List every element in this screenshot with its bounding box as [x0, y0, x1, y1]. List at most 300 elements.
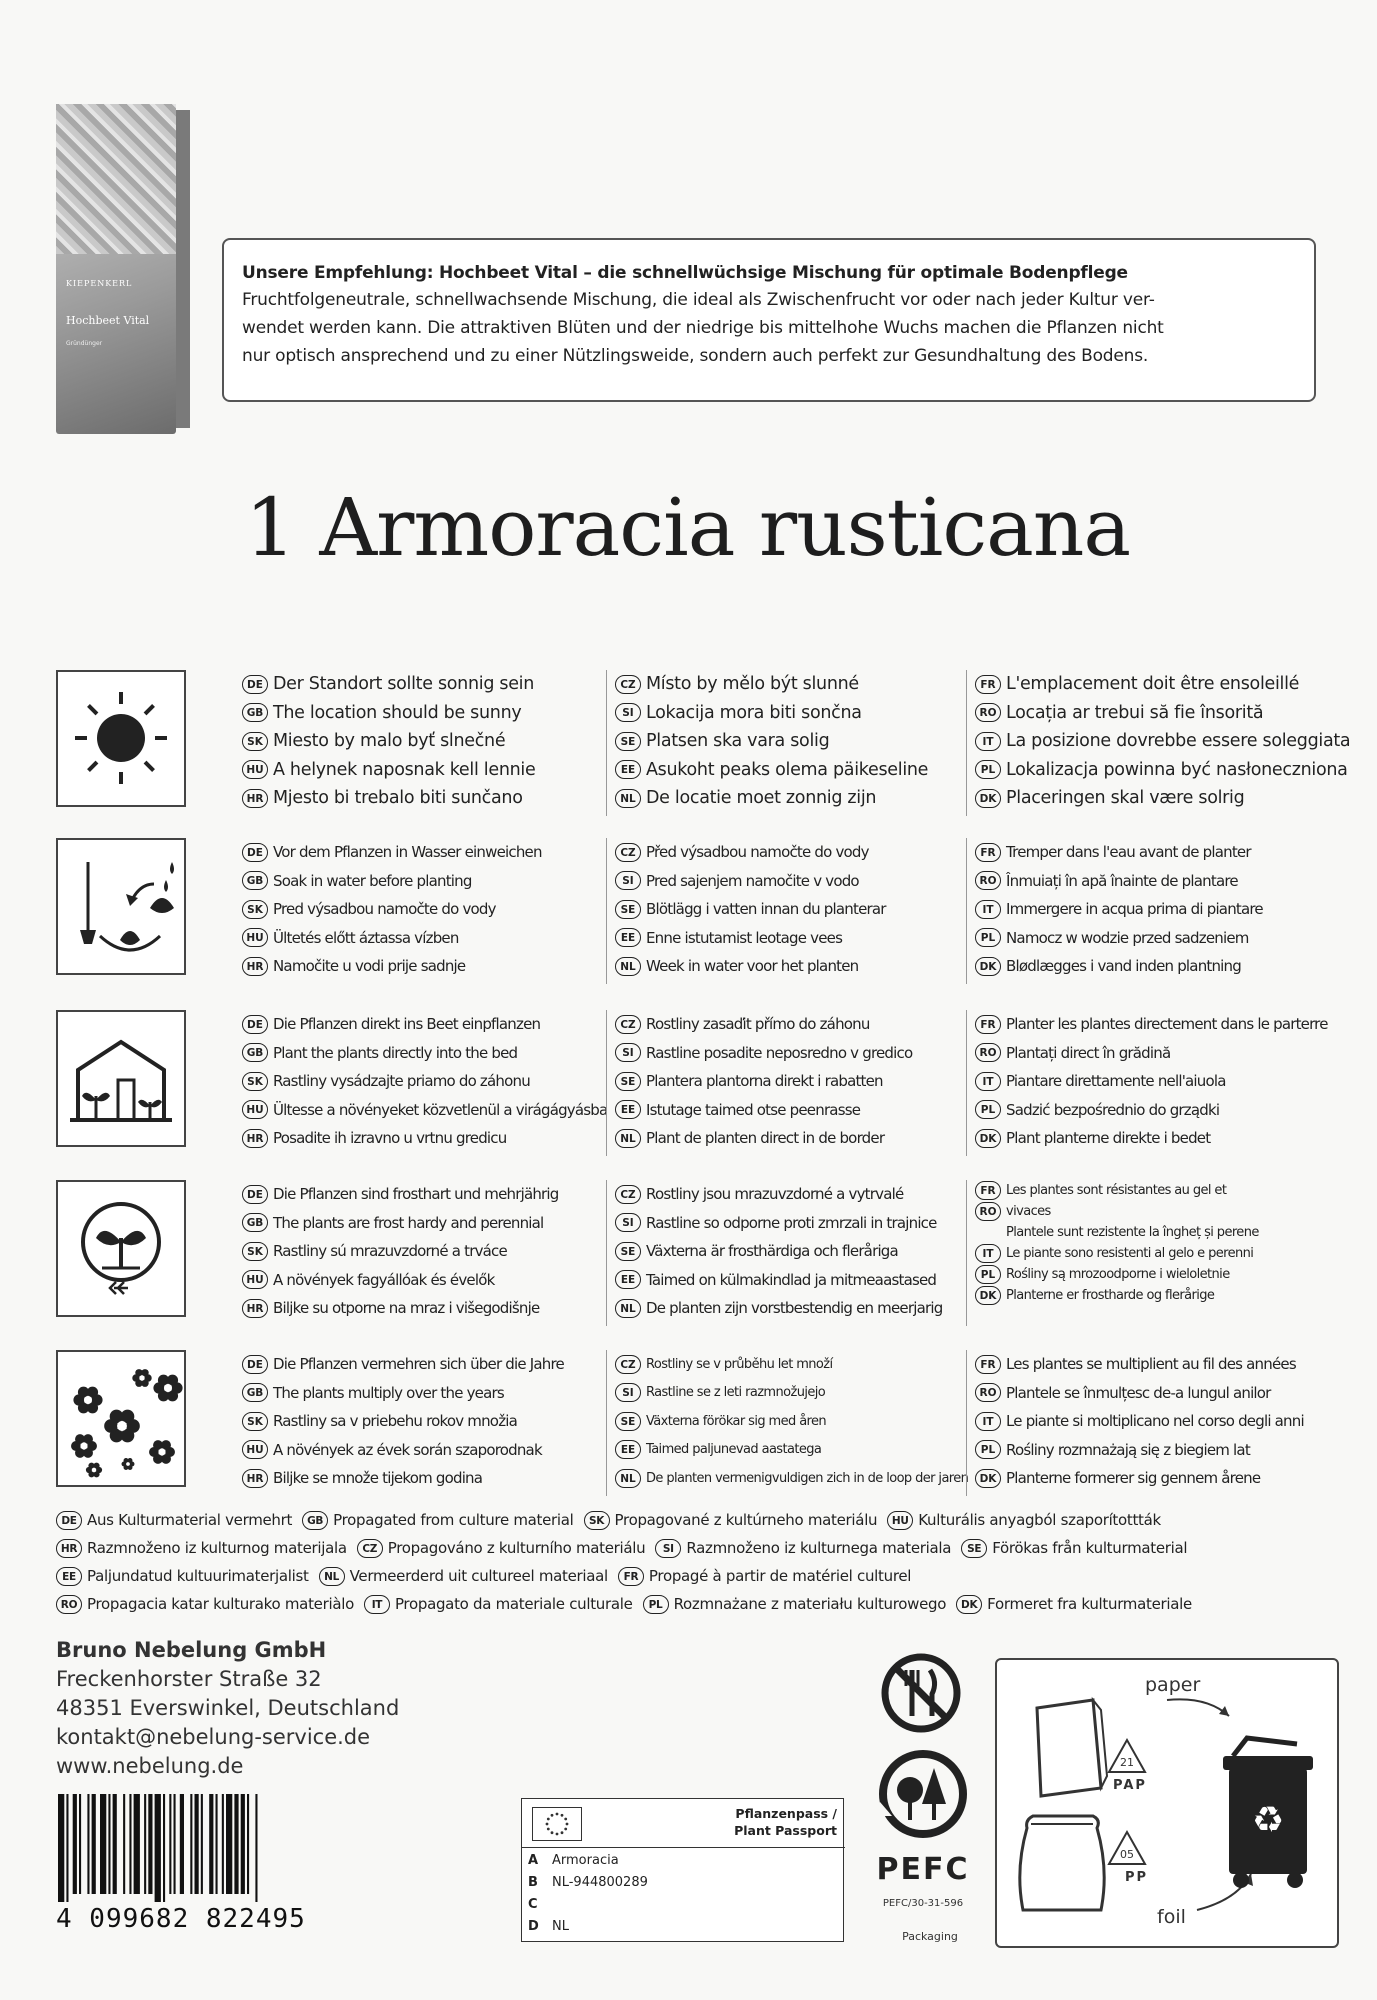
barcode-bar — [113, 1794, 117, 1894]
recycling-info — [995, 1658, 1339, 1948]
language-code-badge: SK — [242, 1072, 268, 1091]
packaging-label: Packaging — [902, 1930, 958, 1943]
pp-label: PP — [1125, 1870, 1149, 1885]
language-code-badge: RO — [975, 1043, 1001, 1062]
instruction-text: Växterna är frosthärdiga och fleråriga — [646, 1242, 898, 1261]
barcode-bar — [216, 1794, 218, 1894]
propagation-text: Propagované z kultúrneho materiálu — [614, 1511, 878, 1529]
barcode-digits: 4 099682 822495 — [56, 1904, 306, 1934]
recommendation-body — [242, 286, 1292, 370]
instruction-text: Biljke su otporne na mraz i višegodišnje — [273, 1299, 540, 1318]
instruction-text: Lokacija mora biti sončna — [646, 702, 862, 723]
language-code-badge: DK — [956, 1595, 982, 1614]
language-code-badge: SI — [655, 1539, 681, 1558]
language-code-badge: PL — [975, 1100, 1001, 1119]
instruction-text: Plant de planten direct in de border — [646, 1129, 885, 1148]
language-code-badge: SK — [242, 732, 268, 751]
propagation-item — [56, 1595, 354, 1614]
svg-text:21: 21 — [1120, 1756, 1134, 1769]
website-link[interactable]: www.nebelung.de — [56, 1754, 244, 1778]
language-code-badge: RO — [975, 871, 1001, 890]
instruction-text: Miesto by malo byť slnečné — [273, 731, 506, 752]
language-code-badge: PL — [643, 1595, 669, 1614]
propagation-text: Vermeerderd uit cultureel materiaal — [349, 1567, 608, 1585]
svg-text:05: 05 — [1120, 1848, 1134, 1861]
language-code-badge: SE — [615, 1072, 641, 1091]
instruction-text: Les plantes sont résistantes au gel et — [1006, 1183, 1227, 1198]
language-code-badge: DE — [56, 1511, 82, 1530]
instruction-text: Posadite ih izravno u vrtnu gredicu — [273, 1129, 507, 1148]
instruction-line — [242, 1237, 652, 1266]
language-code-badge: DK — [975, 789, 1001, 808]
language-code-badge: RO — [56, 1595, 82, 1614]
instruction-text: A növények fagyállóak és évelők — [273, 1270, 495, 1289]
language-code-badge: SK — [242, 900, 268, 919]
instruction-line — [242, 1039, 652, 1068]
language-code-badge: GB — [242, 703, 268, 722]
language-column — [242, 838, 652, 981]
instruction-text: Pred výsadbou namočte do vody — [273, 900, 496, 919]
instruction-line — [975, 1407, 1377, 1436]
instruction-text: Înmuiați în apă înainte de plantare — [1006, 871, 1238, 890]
instruction-text: Místo by mělo být slunné — [646, 674, 859, 695]
instruction-text: L'emplacement doit être ensoleillé — [1006, 674, 1300, 695]
instruction-line — [975, 699, 1377, 728]
instruction-text: Platsen ska vara solig — [646, 731, 830, 752]
propagation-item — [302, 1511, 573, 1530]
language-column — [966, 838, 1377, 984]
language-code-badge: SI — [615, 1213, 641, 1232]
propagation-item — [319, 1567, 608, 1586]
propagation-item — [56, 1567, 309, 1586]
language-code-badge: NL — [615, 1299, 641, 1318]
instruction-line — [975, 1379, 1377, 1408]
barcode-bar — [222, 1794, 224, 1894]
eu-flag-icon — [532, 1807, 582, 1841]
pefc-label: PEFC — [876, 1852, 970, 1887]
language-code-badge: NL — [615, 1469, 641, 1488]
instruction-text: Rastline so odporne proti zmrzali in trajnice — [646, 1213, 937, 1232]
instruction-text: Immergere in acqua prima di piantare — [1006, 900, 1263, 919]
instruction-text: Planter les plantes directement dans le parterre — [1006, 1015, 1328, 1034]
pack-sub: Gründünger — [66, 340, 103, 347]
propagation-item — [618, 1567, 911, 1586]
instruction-line — [975, 895, 1377, 924]
instruction-text: Taimed on külmakindlad ja mitmeaastased — [646, 1270, 937, 1289]
barcode-bar — [174, 1794, 176, 1894]
language-code-badge: DE — [242, 675, 268, 694]
instruction-text: Vor dem Pflanzen in Wasser einweichen — [273, 843, 542, 862]
recommendation-box — [222, 238, 1316, 402]
language-code-badge: DK — [975, 1469, 1001, 1488]
language-code-badge: GB — [302, 1511, 328, 1530]
barcode-bar — [134, 1794, 140, 1894]
propagation-item — [357, 1539, 646, 1558]
instruction-text: The location should be sunny — [273, 702, 522, 723]
instruction-line — [975, 1010, 1377, 1039]
instruction-line — [975, 1464, 1377, 1493]
soak-bulb-icon — [56, 838, 186, 975]
barcode-bar — [201, 1794, 203, 1894]
passport-row-b: B NL-944800289 — [528, 1875, 648, 1890]
language-code-badge: FR — [975, 1181, 1001, 1200]
barcode-bar — [148, 1794, 152, 1894]
instruction-text: Die Pflanzen direkt ins Beet einpflanzen — [273, 1015, 541, 1034]
barcode-bar — [66, 1794, 68, 1902]
passport-title-line: Plant Passport — [734, 1823, 837, 1838]
language-code-badge: NL — [615, 957, 641, 976]
instruction-text: Lokalizacja powinna być nasłoneczniona — [1006, 759, 1348, 780]
instruction-line — [975, 756, 1377, 785]
barcode-bar — [144, 1794, 146, 1894]
instruction-line — [242, 1350, 652, 1379]
language-code-badge: HR — [242, 1129, 268, 1148]
language-code-badge: HR — [242, 1469, 268, 1488]
instruction-line — [242, 1464, 652, 1493]
instruction-line — [242, 1266, 652, 1295]
language-code-badge: EE — [615, 1270, 641, 1289]
language-code-badge: SI — [615, 703, 641, 722]
barcode-bar — [241, 1794, 245, 1894]
instruction-text: A helynek naposnak kell lennie — [273, 759, 536, 780]
propagation-item — [56, 1539, 347, 1558]
language-code-badge: HU — [887, 1511, 913, 1530]
city: 48351 Everswinkel, Deutschland — [56, 1696, 400, 1720]
barcode-bars — [56, 1794, 342, 1902]
instruction-text: Planterne er frostharde og flerårige — [1006, 1288, 1215, 1303]
barcode-bar — [195, 1794, 199, 1894]
language-column — [966, 1180, 1377, 1326]
instruction-line — [975, 670, 1377, 699]
language-code-badge: FR — [975, 675, 1001, 694]
instruction-text: Le piante si moltiplicano nel corso degli anni — [1006, 1412, 1304, 1431]
language-code-badge: SK — [584, 1511, 610, 1530]
barcode-bar — [92, 1794, 96, 1894]
instruction-row — [56, 1350, 1346, 1500]
instruction-text: vivaces — [1006, 1204, 1051, 1219]
language-code-badge: DE — [242, 1185, 268, 1204]
passport-row-c: C — [528, 1897, 538, 1912]
language-code-badge: FR — [618, 1567, 644, 1586]
pack-name: Hochbeet Vital — [66, 314, 150, 327]
language-code-badge: RO — [975, 703, 1001, 722]
instruction-row — [56, 1010, 1346, 1160]
barcode-bar — [180, 1794, 184, 1894]
language-code-badge: IT — [975, 1412, 1001, 1431]
pefc-code: PEFC/30-31-596 — [882, 1898, 964, 1909]
instruction-line — [975, 784, 1377, 813]
language-column — [966, 1010, 1377, 1156]
propagation-item — [364, 1595, 633, 1614]
instruction-text: Blötlägg i vatten innan du planterar — [646, 900, 886, 919]
passport-title — [734, 1805, 837, 1839]
language-code-badge: GB — [242, 871, 268, 890]
barcode-bar — [123, 1794, 125, 1894]
instruction-text: Sadzić bezpośrednio do grządki — [1006, 1100, 1220, 1119]
instruction-line — [242, 895, 652, 924]
instruction-text: Biljke se množe tijekom godina — [273, 1469, 483, 1488]
language-column — [966, 670, 1377, 816]
language-code-badge: DE — [242, 1355, 268, 1374]
instruction-text: Planterne formerer sig gennem årene — [1006, 1469, 1261, 1488]
plant-passport — [521, 1798, 844, 1942]
language-code-badge: FR — [975, 1355, 1001, 1374]
instruction-text: Rostliny zasaďit přímo do záhonu — [646, 1015, 870, 1034]
instruction-line — [242, 1067, 652, 1096]
instruction-line — [975, 1243, 1377, 1264]
language-code-badge: PL — [975, 928, 1001, 947]
language-code-badge: IT — [975, 732, 1001, 751]
instruction-text: De planten vermenigvuldigen zich in de loop der jaren — [646, 1470, 969, 1486]
propagation-text: Propagacia katar kulturako materiàlo — [87, 1595, 354, 1613]
instruction-line — [242, 1180, 652, 1209]
instruction-line — [242, 1379, 652, 1408]
language-code-badge: IT — [364, 1595, 390, 1614]
instruction-text: Rastline posadite neposredno v gredico — [646, 1043, 913, 1062]
language-code-badge: EE — [56, 1567, 82, 1586]
barcode-bar — [247, 1794, 249, 1894]
instruction-text: Rośliny są mrozoodporne i wieloletnie — [1006, 1267, 1230, 1282]
barcode-bar — [58, 1794, 64, 1902]
instruction-text: Die Pflanzen vermehren sich über die Jahre — [273, 1355, 564, 1374]
barcode-bar — [129, 1794, 131, 1894]
email-link[interactable]: kontakt@nebelung-service.de — [56, 1725, 371, 1749]
instruction-line — [975, 1285, 1377, 1306]
propagation-statement — [56, 1506, 1356, 1618]
instruction-line — [242, 699, 652, 728]
language-code-badge: HR — [242, 957, 268, 976]
instruction-line — [242, 952, 652, 981]
instruction-text: Les plantes se multiplient au fil des années — [1006, 1355, 1296, 1374]
propagation-item — [643, 1595, 947, 1614]
instruction-text: Před výsadbou namočte do vody — [646, 843, 869, 862]
language-code-badge: HU — [242, 1270, 268, 1289]
pefc-logo — [868, 1742, 978, 1902]
instruction-text: Rastliny sú mrazuvzdorné a trváce — [273, 1242, 507, 1261]
language-code-badge: DE — [242, 843, 268, 862]
instruction-text: Der Standort sollte sonnig sein — [273, 674, 535, 695]
language-code-badge: DK — [975, 1129, 1001, 1148]
language-code-badge: EE — [615, 1100, 641, 1119]
language-code-badge: HU — [242, 928, 268, 947]
propagation-item — [56, 1511, 292, 1530]
instruction-line — [242, 670, 652, 699]
language-code-badge: DE — [242, 1015, 268, 1034]
propagation-item — [956, 1595, 1192, 1614]
instruction-text: Asukoht peaks olema päikeseline — [646, 759, 929, 780]
language-code-badge: HU — [242, 1100, 268, 1119]
instruction-line — [242, 1294, 652, 1323]
instruction-text: Plant planterne direkte i bedet — [1006, 1129, 1211, 1148]
language-code-badge: CZ — [615, 675, 641, 694]
language-code-badge: SK — [242, 1242, 268, 1261]
barcode-bar — [226, 1794, 232, 1894]
propagation-text: Razmnoženo iz kulturnega materiala — [686, 1539, 952, 1557]
instruction-text: Plant the plants directly into the bed — [273, 1043, 518, 1062]
company-name: Bruno Nebelung GmbH — [56, 1638, 327, 1662]
instruction-text: De locatie moet zonnig zijn — [646, 788, 877, 809]
instruction-text: Blødlægges i vand inden plantning — [1006, 957, 1241, 976]
frost-hardy-icon — [56, 1180, 186, 1317]
propagation-item — [961, 1539, 1187, 1558]
instruction-text: Enne istutamist leotage vees — [646, 928, 843, 947]
language-code-badge: DK — [975, 1286, 1001, 1305]
propagation-line — [56, 1506, 1356, 1534]
barcode-bar — [87, 1794, 89, 1894]
language-code-badge: CZ — [615, 1355, 641, 1374]
language-column — [242, 1350, 652, 1493]
instruction-line — [242, 838, 652, 867]
instruction-line — [242, 1436, 652, 1465]
language-code-badge: GB — [242, 1383, 268, 1402]
propagation-item — [655, 1539, 951, 1558]
language-code-badge: NL — [319, 1567, 345, 1586]
instruction-text: Växterna förökar sig med åren — [646, 1413, 827, 1429]
instruction-line — [242, 924, 652, 953]
recommendation-line: wendet werden kann. Die attraktiven Blüten und der niedrige bis mittelhohe Wuchs machen die Pflanzen nicht — [242, 318, 1164, 338]
instruction-text: Mjesto bi trebalo biti sunčano — [273, 788, 523, 809]
instruction-text: Rostliny jsou mrazuvzdorné a vytrvalé — [646, 1185, 904, 1204]
recommendation-line: Fruchtfolgeneutrale, schnellwachsende Mischung, die ideal als Zwischenfrucht vor oder nach jeder Kultur ver- — [242, 290, 1155, 310]
pack-brand: KIEPENKERL — [66, 279, 133, 288]
propagation-text: Kulturális anyagból szaporítottták — [918, 1511, 1161, 1529]
barcode-bar — [163, 1794, 165, 1902]
instruction-line — [975, 1067, 1377, 1096]
pap-label: PAP — [1113, 1778, 1147, 1793]
instruction-text: Plantele sunt rezistente la îngheț și perene — [1006, 1225, 1259, 1240]
passport-row-a: A Armoracia — [528, 1853, 619, 1868]
recycling-graphic — [997, 1660, 1337, 1946]
barcode-bar — [100, 1794, 106, 1894]
instruction-text: La posizione dovrebbe essere soleggiata — [1006, 731, 1351, 752]
language-code-badge: HR — [242, 1299, 268, 1318]
not-edible-icon — [880, 1652, 962, 1734]
barcode-bar — [79, 1794, 81, 1894]
language-code-badge: SE — [615, 1242, 641, 1261]
instruction-line — [975, 1264, 1377, 1285]
instruction-text: The plants multiply over the years — [273, 1383, 504, 1402]
instruction-text: A növények az évek során szaporodnak — [273, 1440, 542, 1459]
language-code-badge: DK — [975, 957, 1001, 976]
instruction-text: Tremper dans l'eau avant de planter — [1006, 843, 1251, 862]
street: Freckenhorster Straße 32 — [56, 1667, 322, 1691]
language-code-badge: RO — [975, 1383, 1001, 1402]
instruction-text: Taimed paljunevad aastatega — [646, 1442, 822, 1458]
language-code-badge: CZ — [357, 1539, 383, 1558]
instruction-line — [242, 1209, 652, 1238]
language-code-badge: HU — [242, 760, 268, 779]
instruction-text: Rastline se z leti razmnožujejo — [646, 1385, 826, 1401]
instruction-line — [975, 1201, 1377, 1222]
language-code-badge: SE — [615, 900, 641, 919]
propagation-text: Rozmnażane z materiału kulturowego — [673, 1595, 947, 1613]
propagation-text: Razmnoženo iz kulturnog materijala — [87, 1539, 347, 1557]
instruction-text: Rastliny vysádzajte priamo do záhonu — [273, 1072, 530, 1091]
recommendation-title: Unsere Empfehlung: Hochbeet Vital – die schnellwüchsige Mischung für optimale Bodenpflege — [242, 263, 1128, 283]
propagation-line — [56, 1590, 1356, 1618]
language-code-badge: SI — [615, 1383, 641, 1402]
instruction-text: Piantare direttamente nell'aiuola — [1006, 1072, 1226, 1091]
language-code-badge: SE — [615, 732, 641, 751]
language-column — [242, 1180, 652, 1323]
sun-icon — [56, 670, 186, 807]
instruction-line — [975, 952, 1377, 981]
language-code-badge: CZ — [615, 843, 641, 862]
recommendation-line: nur optisch ansprechend und zu einer Nützlingsweide, sondern auch perfekt zur Gesundhaltung des Bodens. — [242, 346, 1149, 366]
instruction-line — [242, 1407, 652, 1436]
language-code-badge: SE — [615, 1412, 641, 1431]
language-code-badge: IT — [975, 900, 1001, 919]
company-address — [56, 1636, 399, 1781]
instruction-line — [242, 867, 652, 896]
instruction-text: Rostliny se v průběhu let množí — [646, 1356, 833, 1372]
barcode-bar — [73, 1794, 77, 1894]
barcode-bar — [234, 1794, 238, 1894]
instruction-text: Namočite u vodi prije sadnje — [273, 957, 466, 976]
instruction-text: Ültetés előtt áztassa vízben — [273, 928, 459, 947]
instruction-text: Die Pflanzen sind frosthart und mehrjährig — [273, 1185, 559, 1204]
propagation-text: Propagováno z kulturního materiálu — [387, 1539, 646, 1557]
language-code-badge: RO — [975, 1202, 1001, 1221]
language-code-badge: FR — [975, 843, 1001, 862]
instruction-line — [242, 756, 652, 785]
language-code-badge: EE — [615, 1440, 641, 1459]
instruction-text: Week in water voor het planten — [646, 957, 859, 976]
product-pack-image — [56, 104, 176, 434]
instruction-text: Namocz w wodzie przed sadzeniem — [1006, 928, 1249, 947]
instruction-text: Istutage taimed otse peenrasse — [646, 1100, 861, 1119]
language-code-badge: IT — [975, 1244, 1001, 1263]
propagation-text: Förökas från kulturmaterial — [992, 1539, 1188, 1557]
propagation-text: Formeret fra kulturmateriale — [987, 1595, 1192, 1613]
propagation-text: Propagato da materiale culturale — [394, 1595, 633, 1613]
language-code-badge: SK — [242, 1412, 268, 1431]
language-code-badge: NL — [615, 1129, 641, 1148]
instruction-text: Soak in water before planting — [273, 871, 472, 890]
instruction-text: Pred sajenjem namočite v vodo — [646, 871, 859, 890]
foil-label: foil — [1157, 1906, 1186, 1928]
propagation-text: Aus Kulturmaterial vermehrt — [87, 1511, 293, 1529]
language-code-badge: GB — [242, 1043, 268, 1062]
instruction-line — [975, 924, 1377, 953]
passport-row-d: D NL — [528, 1919, 569, 1934]
language-code-badge: HU — [242, 1440, 268, 1459]
language-code-badge: HR — [56, 1539, 82, 1558]
instruction-text: Le piante sono resistenti al gelo e perenni — [1006, 1246, 1254, 1261]
instruction-text: Plantele se înmulțesc de-a lungul anilor — [1006, 1383, 1271, 1402]
instruction-line — [242, 784, 652, 813]
instruction-row — [56, 838, 1346, 988]
language-code-badge: EE — [615, 928, 641, 947]
propagation-item — [887, 1511, 1161, 1530]
instruction-line — [975, 727, 1377, 756]
instruction-line — [975, 1222, 1377, 1243]
passport-title-line: Pflanzenpass / — [735, 1806, 837, 1821]
instruction-row — [56, 670, 1351, 820]
instruction-line — [975, 1436, 1377, 1465]
svg-text:♻: ♻ — [1251, 1800, 1285, 1841]
language-code-badge: PL — [975, 760, 1001, 779]
barcode-bar — [108, 1794, 110, 1894]
language-code-badge: SI — [615, 1043, 641, 1062]
propagation-text: Paljundatud kultuurimaterjalist — [87, 1567, 309, 1585]
language-code-badge: SI — [615, 871, 641, 890]
instruction-text: Rośliny rozmnażają się z biegiem lat — [1006, 1440, 1250, 1459]
instruction-line — [975, 1039, 1377, 1068]
propagation-line — [56, 1562, 1356, 1590]
instruction-row — [56, 1180, 1346, 1330]
paper-label: paper — [1145, 1674, 1201, 1696]
